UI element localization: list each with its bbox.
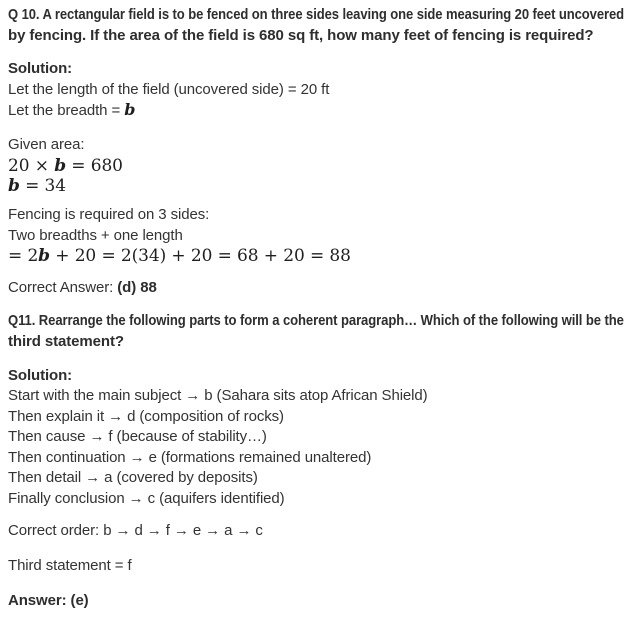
eq-area-pre: 20 × xyxy=(8,155,55,176)
q11-step-1: Start with the main subject → b (Sahara sits atop African Shield) xyxy=(8,387,428,404)
eq-b-post: = 34 xyxy=(19,176,66,196)
q10-question-line-2: by fencing. If the area of the field is 680 sq ft, how many feet of fencing is required? xyxy=(8,26,594,44)
q11-answer-block xyxy=(8,591,624,612)
q10-correct-answer-value: (d) 88 xyxy=(117,278,157,296)
q11-step-5: Then detail → a (covered by deposits) xyxy=(8,469,258,486)
q10-solution-intro xyxy=(8,59,624,122)
q11-step-6: Finally conclusion → c (aquifers identified) xyxy=(8,489,285,507)
q10-question-line-1: Q 10. A rectangular field is to be fenced on three sides leaving one side measuring 20 feet uncovered xyxy=(8,6,625,23)
q10-given-area-label: Given area: xyxy=(8,136,85,153)
q10-equation-total xyxy=(8,246,624,267)
q10-breadths-line: Two breadths + one length xyxy=(8,226,183,244)
q11-correct-order: Correct order: b → d → f → e → a → c xyxy=(8,522,263,539)
eq-area-var: b xyxy=(54,155,66,176)
q11-third-statement-block xyxy=(8,556,624,577)
q11-question xyxy=(8,311,624,352)
q10-answer-block xyxy=(8,278,624,299)
q11-step-3: Then cause → f (because of stability…) xyxy=(8,428,267,445)
q10-solution-heading: Solution: xyxy=(8,60,73,77)
q10-equation-area xyxy=(8,156,624,177)
q11-step-4: Then continuation → e (formations remained unaltered) xyxy=(8,448,372,466)
q11-question-line-1: Q11. Rearrange the following parts to form a coherent paragraph… Which of the following will be the xyxy=(8,312,624,329)
q11-order-block xyxy=(8,521,624,542)
q10-breadth-text: Let the breadth = xyxy=(8,102,125,119)
q10-breadth-line xyxy=(8,100,624,122)
q10-question xyxy=(8,5,624,46)
q11-step-2: Then explain it → d (composition of rocks) xyxy=(8,407,284,425)
eq-total-var: b xyxy=(38,246,50,266)
q10-equation-b xyxy=(8,176,624,197)
q10-fencing-block xyxy=(8,205,624,267)
q11-solution-heading: Solution: xyxy=(8,366,73,384)
eq-total-post: + 20 = 2(34) + 20 = 68 + 20 = 88 xyxy=(49,246,351,266)
eq-total-pre: = 2 xyxy=(8,246,39,266)
eq-b-var: b xyxy=(8,176,20,196)
q10-correct-answer xyxy=(8,278,624,299)
q11-third-statement: Third statement = f xyxy=(8,557,132,574)
q10-fencing-line: Fencing is required on 3 sides: xyxy=(8,206,210,223)
q10-length-line: Let the length of the field (uncovered side) = 20 ft xyxy=(8,80,330,98)
q10-breadth-variable: b xyxy=(124,100,136,119)
eq-area-post: = 680 xyxy=(65,155,123,176)
q11-question-line-2: third statement? xyxy=(8,332,124,350)
q11-solution-block xyxy=(8,366,624,510)
q11-answer: Answer: (e) xyxy=(8,592,89,609)
q10-correct-answer-label: Correct Answer: xyxy=(8,278,118,296)
q10-given-area-block xyxy=(8,135,624,197)
